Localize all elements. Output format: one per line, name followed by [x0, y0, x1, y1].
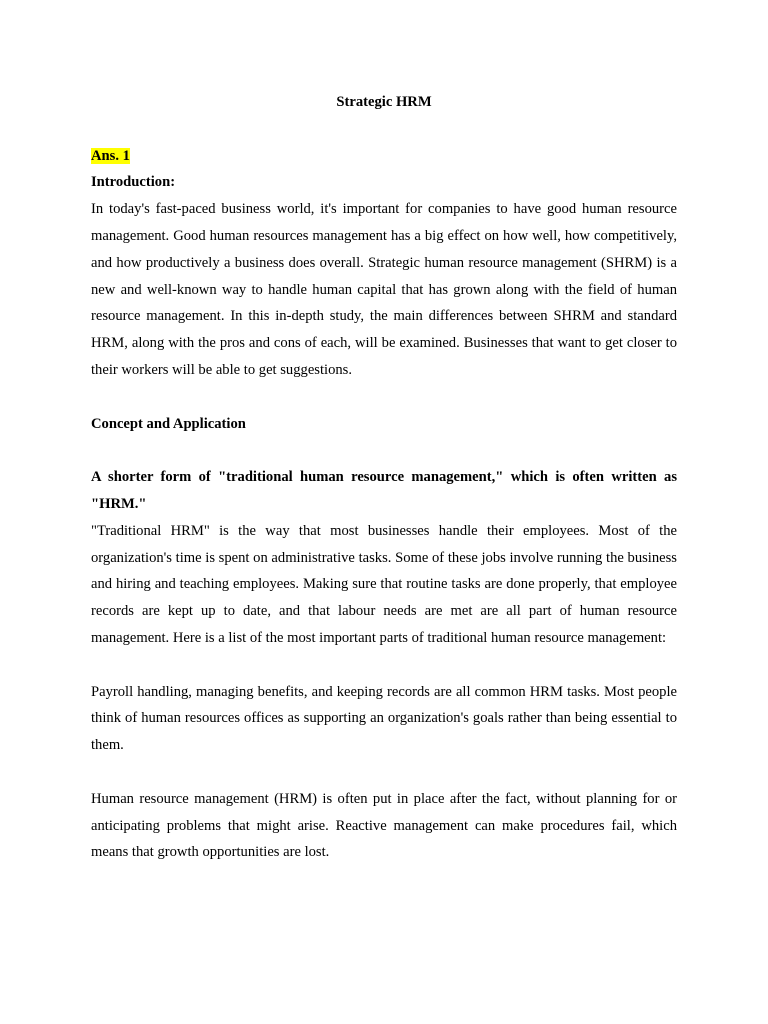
answer-label: Ans. 1 [91, 147, 130, 164]
spacer [91, 759, 677, 786]
concept-heading: Concept and Application [91, 415, 246, 432]
payroll-paragraph: Payroll handling, managing benefits, and keeping records are all common HRM tasks. Most people think of human resources offices as supporting an organization's goals rather than being essential to them. [91, 683, 677, 754]
spacer [91, 437, 677, 464]
reactive-paragraph: Human resource management (HRM) is often put in place after the fact, without planning for or anticipating problems that might arise. Reactive management can make procedures fail, which means that growth opportunities are lost. [91, 790, 677, 861]
document-title: Strategic HRM [336, 94, 432, 110]
traditional-hrm-paragraph: "Traditional HRM" is the way that most businesses handle their employees. Most of the organization's time is spent on administrative tasks. Some of these jobs involve running the business and hiring and teaching employees. Making sure that routine tasks are done properly, that employee records are kept up to date, and that labour needs are met are all part of human resource management. Here is a list of the most important parts of traditional human resource management: [91, 522, 677, 646]
document-body [91, 89, 677, 866]
spacer [91, 384, 677, 411]
intro-paragraph: In today's fast-paced business world, it's important for companies to have good human resource management. Good human resources management has a big effect on how well, how competitively, and how productively a business does overall. Strategic human resource management (SHRM) is a new and well-known way to handle human capital that has grown along with the field of human resource management. In this in-depth study, the main differences between SHRM and standard HRM, along with the pros and cons of each, will be examined. Businesses that want to get closer to their workers will be able to get suggestions. [91, 201, 677, 378]
hrm-heading: A shorter form of "traditional human resource management," which is often written as "HRM." [91, 469, 677, 512]
spacer [91, 116, 677, 143]
intro-heading: Introduction: [91, 174, 176, 191]
spacer [91, 652, 677, 679]
